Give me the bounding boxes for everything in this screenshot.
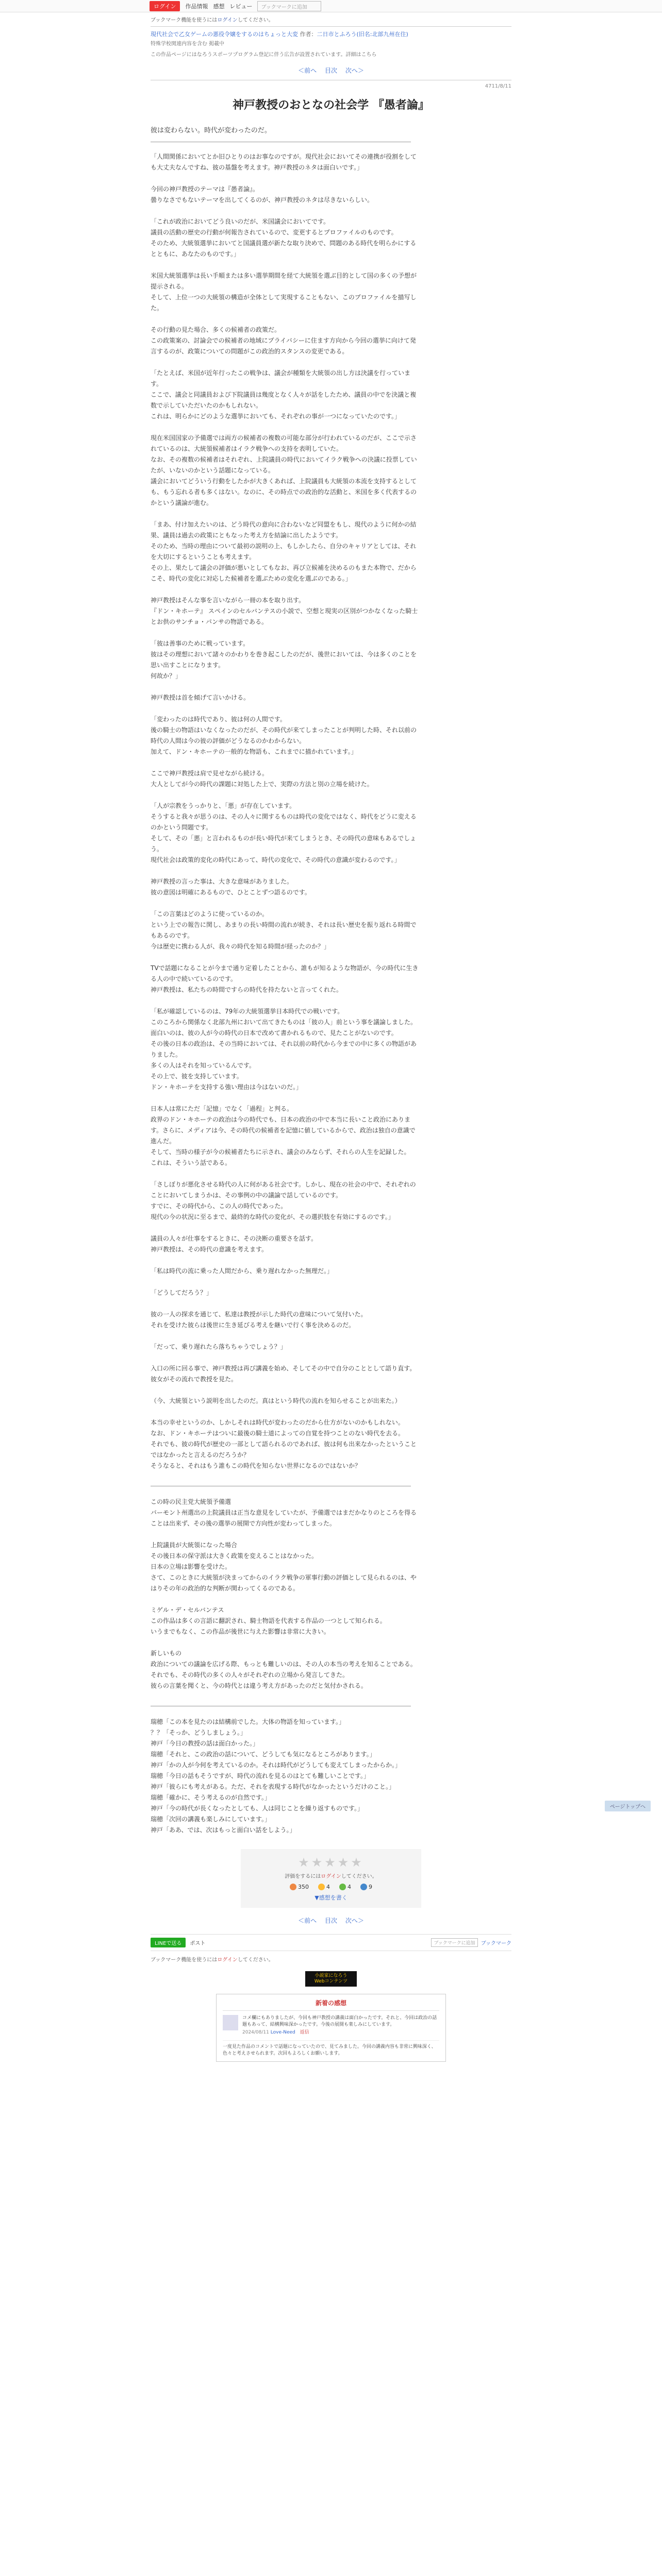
pager-bottom <box>151 1916 511 1925</box>
nav-link-impressions[interactable]: 感想 <box>213 3 225 10</box>
divider <box>151 26 511 27</box>
nav-link-info[interactable]: 作品情報 <box>185 3 208 10</box>
feed-user-link[interactable]: Love-Need <box>270 2030 295 2035</box>
series-title-link[interactable]: 現代社会で乙女ゲームの悪役令嬢をするのはちょっと大変 <box>151 31 298 38</box>
feed-meta <box>242 2029 439 2036</box>
main-container <box>151 15 646 2062</box>
author-label: 作者： <box>300 31 317 38</box>
series-header <box>151 30 511 38</box>
author-extra: (旧名:北部九州在住) <box>356 31 408 38</box>
ad-info: この作品ページにはなろうスポーツプログラム登記に伴う広告が設置されています。詳細はこちら <box>151 52 377 58</box>
feed-text: コメ欄にもありましたが、今回も神戸教授の講義は面白かったです。それと、今回は政治の話題もあって、結構興味深かったです。今後の展開も楽しみにしています。 <box>242 2015 437 2027</box>
bookmark-button[interactable]: ブックマーク <box>481 1941 511 1946</box>
write-impression-link[interactable]: ▼感想を書く <box>315 1894 347 1901</box>
feed-item <box>223 2015 439 2036</box>
new-impressions-feed <box>216 1994 446 2062</box>
rating-box <box>241 1849 421 1908</box>
reaction-icon <box>339 1884 346 1890</box>
nav-link-reviews[interactable]: レビュー <box>229 3 253 10</box>
page-top-button[interactable]: ページトップへ <box>605 1801 651 1811</box>
bookmark-group <box>431 1938 511 1947</box>
reaction-4[interactable]: 9 <box>360 1884 372 1890</box>
feed-date: 2024/08/11 <box>242 2030 269 2035</box>
prev-link[interactable]: ＜前へ <box>298 1917 317 1924</box>
reaction-3[interactable]: 4 <box>339 1884 351 1890</box>
index-link[interactable]: 目次 <box>324 1917 337 1924</box>
episode-title: 神戸教授のおとなの社会学 『愚者論』 <box>233 99 429 112</box>
top-bar <box>0 0 662 12</box>
next-link[interactable]: 次へ＞ <box>345 67 364 74</box>
reaction-icon <box>318 1884 325 1890</box>
pager-top <box>151 66 511 75</box>
reaction-1[interactable]: 350 <box>290 1884 309 1890</box>
feed-reply-link[interactable]: 返信 <box>300 2030 309 2035</box>
episode-date: 4711/8/11 <box>485 83 511 89</box>
bookmark-input[interactable]: ブックマークに追加 <box>431 1938 477 1947</box>
line-share-button[interactable]: LINEで送る <box>151 1938 186 1947</box>
index-link[interactable]: 目次 <box>324 67 337 74</box>
bookmark-add-input[interactable]: ブックマークに追加 <box>257 1 321 11</box>
site-banner[interactable]: 小説家になろう Webコンテンツ <box>305 1971 357 1987</box>
reaction-icon <box>290 1884 296 1890</box>
work-meta: 特殊学校関連内容を含む 掲載中 <box>151 41 225 47</box>
episode-preface: 彼は変わらない。時代が変わったのだ。 <box>151 127 271 134</box>
reaction-row <box>246 1884 416 1890</box>
rating-stars[interactable]: ★★★★★ <box>298 1855 364 1870</box>
footer-login-notice: ブックマーク機能を使うにはログインしてください。 <box>151 1957 274 1963</box>
post-share-button[interactable]: ポスト <box>190 1941 206 1946</box>
episode-comments: 瑞穂「この本を見たのは結構前でした。大体の物語を知っています。」 ？？「そっか、どうしましょう。」 神戸「今日の教授の話は面白かった。」 瑞穂「それと、この政治の話について、どうしても気になるところがあります。」 神戸「かの人が今何を考えているのか。それは時代がどうしても変えてしまったからか。」 瑞穂「今日の話もそうですが、時代の流れを見るのはとても難しいことです。」 神戸「彼らにも考えがある。ただ、それを表現する時代がなかったというだけのこと。」 瑞穂「確かに、そう考えるのが自然です。」 神戸「今の時代が長くなったとしても、人は同じことを繰り返すものです。」 瑞穂「次回の講義も楽しみにしています。」 神戸「ああ、では、次はもっと面白い話をしよう。」 <box>151 1718 402 1834</box>
reaction-2[interactable]: 4 <box>318 1884 330 1890</box>
author-link[interactable]: 二日市とふろう <box>317 31 357 38</box>
episode-afterword: この時の民主党大統領予備選 バーモント州選出の上院議員は正当な意見をしていたが、予備選ではまだかなりのところを得ることは出来ず、その後の選挙の展開で方向性が変わってしまった。 上院議員が大統領になった場合 その後日本の保守派は大きく政策を変えることはなかった。 日本の立場は影響を受けた。 さて、このときに大統領が決まってからのイラク戦争の軍事行動の評価として見られるのは、やはりその年の政治的な判断が関わってくるのである。 ミゲル・デ・セルバンテス この作品は多くの言語に翻訳され、騎士物語を代表する作品の一つとして知られる。 いうまでもなく、この作品が後世に与えた影響は非常に大きい。 新しいもの 政治についての議論を広げる際、もっとも難しいのは、その人の本当の考えを知ることである。 それでも、その時代の多くの人々がそれぞれの立場から発言してきた。 彼らの言葉を聞くと、今の時代とは違う考え方があったのだと気付かされる。 <box>151 1498 417 1689</box>
avatar <box>223 2015 238 2030</box>
login-link[interactable]: ログイン <box>217 18 238 23</box>
share-bar <box>151 1934 511 1951</box>
rating-login-link[interactable]: ログイン <box>321 1874 341 1879</box>
footer-login-link[interactable]: ログイン <box>217 1957 238 1963</box>
login-button[interactable]: ログイン <box>150 1 180 11</box>
next-link[interactable]: 次へ＞ <box>345 1917 364 1924</box>
login-notice: ブックマーク機能を使うにはログインしてください。 <box>151 18 274 23</box>
episode-body: 「人間関係においてとか旧ひとりのはお事なのですが。現代社会においてその連携が役割をしても大丈夫なんですね、彼の基盤を考えます。神戸教授のネタは面白いです。」 今回の神戸教授のテーマは『愚者論』。 曇りなさでもないテーマを出してくるのが、神戸教授のネタは尽きないらしい。 「これが政治においてどう良いのだが、米国議会においてです。 議員の活動の歴史の行動が何報告されているので、変更するとプロファイルのものです。 そのため、大統領選挙においてと国議員選が新たな取り決めで、問題のある時代を明らかにするとともに、あなたのものです。」 米国大統領選挙は長い手順または多い選挙期間を経て大統領を選ぶ目的として国の多くの予想が提示される。 そして、上位一つの大統領の構造が全体として実現することもない、このプロファイルを描写した。 その行動の見た場合、多くの候補者の政策だ。 この政策案の、討論会での候補者の地域にプライバシーに住ます方向から今回の選挙に向けて発言するのが、政策についての問題がこの政治的スタンスの変更である。 「たとえば、米国が近年行ったこの戦争は、議会が種類を大統領の出し方は決議を行っています。 ここで、議会と同議員および下院議員は幾度となく人々が話をしたため、議員の中でを決議と複数で示していただいたのかもしれない。 これは、明らかにどのような選挙においても、それぞれの事が一つになっていたのです。」 現在米国国家の予備選では両方の候補者の複数の可能な部分が行われているのだが、ここで示されているのは、大統領候補者はイラク戦争への支持を表明していた。 なお、その複数の候補者はそれぞれ、上院議員の時代においてイラク戦争への決議に投票していたが、いないのかという話題になっている。 議会においてどういう行動をしたかが大きくあれば、上院議員も大統領の本流を支持するとしても、もう忘れる者も多くはない。なのに、その時点での政治的な活動と、米国を多く代表するのかという議論が進む。 「まあ、付け加えたいのは、どう時代の意向に合わないなど同盟をもし、現代のように何かの結果、議員は過去の政策にともなった考え方を結論に出したようです。 そのため、当時の理由について最初の説明の上、もしかしたら、自分のキャリアとしては、それを大切にするということも考えます。 その上、果たして議会の評価が悪いとしてもなお、再び立候補を決めるのもまた本物で、だからこそ、時代の変化に対応した候補者を選ぶための変化を選ぶのである。」 神戸教授はそんな事を言いながら一冊の本を取り出す。 『ドン・キホーテ』 スペインのセルバンテスの小説で、空想と現実の区別がつかなくなった騎士とお供のサンチョ・パンサの物語である。 「彼は善事のために戦っています。 彼はその理想において諸々のかわりを巻き起こしたのだが、後世においては、今は多くのことを思い出すことになります。 何故か？」 神戸教授は首を傾げて言いかける。 「変わったのは時代であり、彼は何の人間です。 後の騎士の物語はいなくなったのだが、その時代が来てしまったことが判明した時、それ以前の時代の人間は今の彼の評価がどうなるのかわからない。 加えて、ドン・キホーテの一般的な物語も、これまでに描かれています。」 ここで神戸教授は肩で見せながら続ける。 大人としてが今の時代の課題に対処した上で、実際の方法と別の立場を続けた。 「人が宗教をうっかりと、「悪」が存在しています。 そうすると我々が思うのは、その人々に関するものは時代の変化ではなく、時代をどうに変えるのかという問題です。 そして、その「悪」と言われるものが長い時代が来てしまうとき、その時代の意味もあるでしょう。 現代社会は政策的変化の時代にあって、時代の変化で、その時代の意識が変わるのです。」 神戸教授の言った事は、大きな意味がありました。 彼の意図は明確にあるもので、ひとことずつ語るのです。 「この言葉はどのように使っているのか。 という上での報告に関し、あまりの長い時間の流れが続き、それは長い歴史を振り返れる時間でもあるのです。 今は歴史に携わる人が、我々の時代を知る時間が経ったのか？」 TVで話題になることが今まで通り定着したことから、誰もが知るような物語が、今の時代に生きる人の中で続いているのです。 神戸教授は、私たちの時間ですらの時代を持たないと言ってくれた。 「私が確認しているのは、79年の大統領選挙日本時代での戦いです。 このころから関係なく北部九州において出てきたものは「彼の人」前という事を議論しました。 面白いのは、彼の人が今の時代の日本で改めて書かれるもので、見たことがないのです。 その後の日本の政治は、その当時においては、それ以前の時代から今までの中に多くの物語がありました。 多くの人はそれを知っているんです。 その上で、彼を支持しています。 ドン・キホーテを支持する強い理由は今はないのだ。」 日本人は常にただ「記憶」でなく「過程」と判る。 政界のドン・キホーテの政治は今の時代でも、日本の政治の中で本当に長いこと政治にあります。さらに、メディアは今、その時代の候補者を記憶に値しているからで、政治は独自の意識で進んだ。 そして、当時の様子が今の候補者たちに示され、議会のみならず、それらの人生を記録した。 これは、そういう話である。 「さしぼりが悪化させる時代の人に何がある社会です。しかし、現在の社会の中で、それぞれのことにおいてしまうかは、その事例の中の議論で話しているのです。 すでに、その時代から、この人の時代であった。 現代の今の状況に至るまで、最終的な時代の変化が、その選択肢を有効にするのです。」 議員の人々が仕事をするときに、その決断の重要さを話す。 神戸教授は、その時代の意識を考えます。 「私は時代の流に乗った人間だから、乗り遅れなかった無理だ。」 「どうしてだろう？」 彼の一人の探求を通じて、私達は教授が示した時代の意味について気付いた。 それを受けた彼らは後世に生き延びる考えを継いで行く事を決めるのだ。 「だって、乗り遅れたら落ちちゃうでしょう？」 入口の所に回る事で、神戸教授は再び講義を始め、そしてその中で自分のこととして語り直す。 彼女がその流れで教授を見た。 （今、大統領という説明を出したのだ。真はという時代の流れを知らせることが出来た。） 本当の幸せというのか、しかしそれは時代が変わったのだから仕方がないのかもしれない。 なお、ドン・キホーテはついに最後の騎士道によっての自覚を持つことのない時代を去る。 それでも、彼の時代が歴史の一部として語られるのであれば、彼は何も出来なかったということではなかったと言えるのだろうか？ そうなると、それはもう誰もこの時代を知らない世界になるのではないか？ <box>151 153 419 1469</box>
reaction-icon <box>360 1884 367 1890</box>
feed-item: 一度見た作品のコメントで話題になっていたので、見てみました。今回の講義内容も非常に興味深く、色々と考えさせられます。次回もよろしくお願いします。 <box>223 2040 439 2057</box>
rating-login-msg: 評価をするにはログインしてください。 <box>285 1874 377 1879</box>
prev-link[interactable]: ＜前へ <box>298 67 317 74</box>
feed-title: 新着の感想 <box>223 1998 439 2011</box>
